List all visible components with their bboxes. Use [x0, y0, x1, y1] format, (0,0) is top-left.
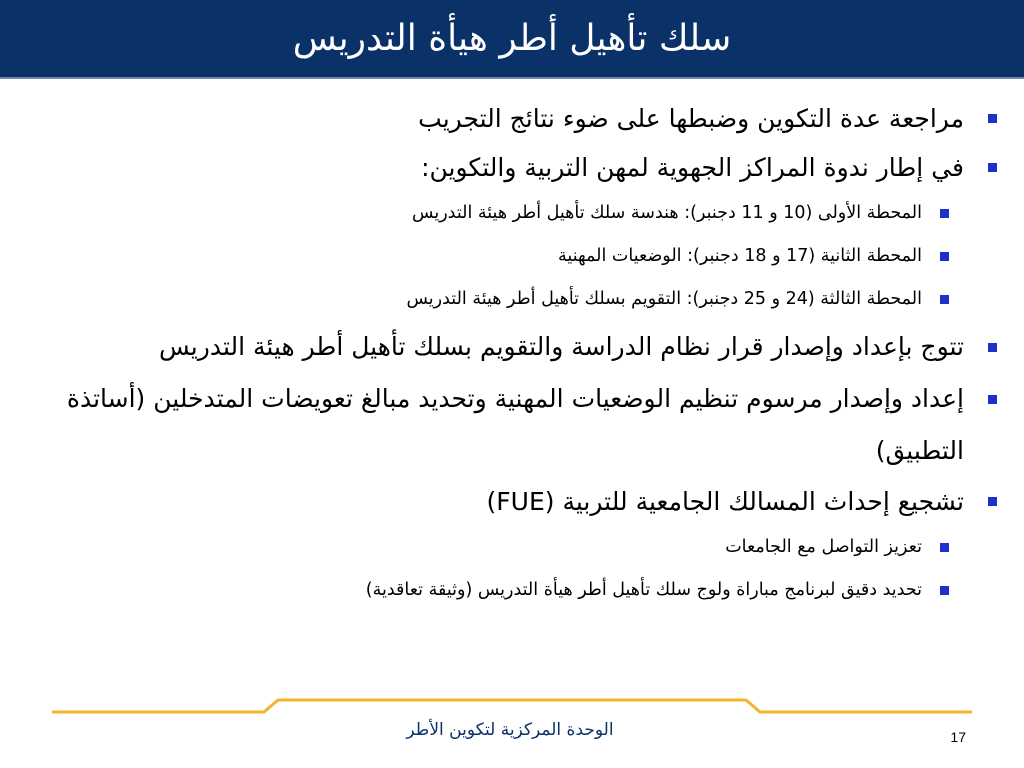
sub-bullet-text: تعزيز التواصل مع الجامعات	[725, 537, 922, 557]
square-bullet-icon	[940, 252, 949, 261]
square-bullet-icon	[988, 163, 997, 172]
sub-bullet-item	[38, 526, 964, 569]
bullet-item	[38, 94, 964, 143]
sub-bullet-text: المحطة الثالثة (24 و 25 دجنبر): التقويم بسلك تأهيل أطر هيئة التدريس	[406, 289, 922, 309]
bullet-item	[38, 373, 964, 477]
square-bullet-icon	[940, 295, 949, 304]
square-bullet-icon	[940, 586, 949, 595]
slide-title-bar	[0, 0, 1024, 79]
square-bullet-icon	[988, 497, 997, 506]
bullet-text: تشجيع إحداث المسالك الجامعية للتربية (FUE)	[486, 487, 964, 516]
sub-bullet-item	[38, 278, 964, 321]
sub-bullet-text: المحطة الأولى (10 و 11 دجنبر): هندسة سلك تأهيل أطر هيئة التدريس	[412, 203, 922, 223]
page-number: 17	[950, 729, 966, 745]
square-bullet-icon	[940, 543, 949, 552]
sub-bullet-item	[38, 235, 964, 278]
bullet-text: إعداد وإصدار مرسوم تنظيم الوضعيات المهنية وتحديد مبالغ تعويضات المتدخلين (أساتذة التطبيق)	[66, 384, 964, 465]
bullet-item	[38, 477, 964, 526]
square-bullet-icon	[940, 209, 949, 218]
bullet-text: تتوج بإعداد وإصدار قرار نظام الدراسة والتقويم بسلك تأهيل أطر هيئة التدريس	[158, 332, 964, 361]
square-bullet-icon	[988, 343, 997, 352]
sub-bullet-item	[38, 569, 964, 612]
sub-bullet-text: المحطة الثانية (17 و 18 دجنبر): الوضعيات المهنية	[558, 246, 922, 266]
sub-bullet-text: تحديد دقيق لبرنامج مباراة ولوج سلك تأهيل أطر هيأة التدريس (وثيقة تعاقدية)	[365, 580, 922, 600]
bullet-item	[38, 143, 964, 192]
sub-bullet-item	[38, 192, 964, 235]
bullet-text: في إطار ندوة المراكز الجهوية لمهن التربية والتكوين:	[421, 153, 964, 182]
footer-divider	[52, 697, 972, 715]
square-bullet-icon	[988, 395, 997, 404]
slide-content	[38, 94, 964, 612]
footer-text: الوحدة المركزية لتكوين الأطر	[406, 720, 614, 740]
bullet-text: مراجعة عدة التكوين وضبطها على ضوء نتائج التجريب	[418, 104, 964, 133]
square-bullet-icon	[988, 114, 997, 123]
bullet-item	[38, 321, 964, 373]
slide-title: سلك تأهيل أطر هيأة التدريس	[292, 17, 732, 59]
